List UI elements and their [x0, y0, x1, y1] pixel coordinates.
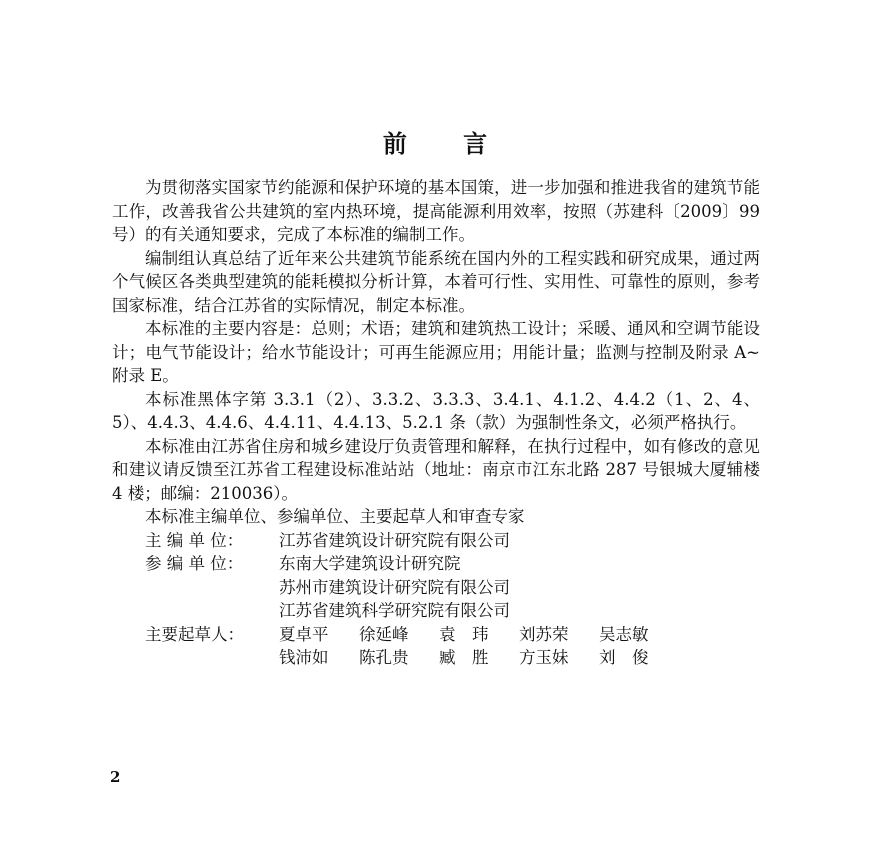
chief-unit-row — [112, 529, 760, 553]
drafters-names — [279, 623, 760, 647]
paragraph-intro: 为贯彻落实国家节约能源和保护环境的基本国策，进一步加强和推进我省的建筑节能工作，改善我省公共建筑的室内热环境，提高能源利用效率，按照（苏建科〔2009〕99 号）的有关通知要求，完成了本标准的编制工作。 — [112, 178, 760, 244]
chief-unit-value: 江苏省建筑设计研究院有限公司 — [279, 530, 510, 550]
drafter-name: 刘 俊 — [599, 648, 649, 667]
paragraph-method: 编制组认真总结了近年来公共建筑节能系统在国内外的工程实践和研究成果，通过两个气候区各类典型建筑的能耗模拟分析计算，本着可行性、实用性、可靠性的原则，参考国家标准，结合江苏省的实际情况，制定本标准。 — [112, 248, 760, 315]
drafter-name: 夏卓平 — [279, 624, 329, 644]
drafter-name: 臧 胜 — [439, 648, 489, 667]
paragraph-contents: 本标准的主要内容是：总则；术语；建筑和建筑热工设计；采暖、通风和空调节能设计；电气节能设计；给水节能设计；可再生能源应用；用能计量；监测与控制及附录 A~附录 E。 — [112, 319, 760, 385]
drafter-name: 钱沛如 — [279, 648, 329, 667]
participating-unit-row — [112, 576, 760, 600]
participating-unit-value: 江苏省建筑科学研究院有限公司 — [279, 601, 510, 620]
page-number: 2 — [110, 768, 121, 786]
participating-unit-value: 东南大学建筑设计研究院 — [279, 554, 461, 573]
paragraph-units-intro: 本标准主编单位、参编单位、主要起草人和审查专家 — [145, 507, 525, 526]
document-body — [112, 176, 760, 670]
participating-unit-label: 参 编 单 位： — [145, 554, 244, 573]
drafters-row — [112, 646, 760, 670]
drafter-name: 徐延峰 — [359, 624, 409, 644]
drafters-label: 主要起草人： — [145, 624, 244, 644]
drafter-name: 方玉妹 — [519, 648, 569, 667]
drafter-name: 刘苏荣 — [519, 624, 569, 644]
participating-unit-row — [112, 599, 760, 623]
drafters-names — [279, 646, 760, 670]
drafters-row — [112, 623, 760, 647]
page-title: 前 言 — [382, 129, 512, 158]
participating-unit-value: 苏州市建筑设计研究院有限公司 — [279, 577, 510, 597]
drafter-name: 陈孔贵 — [359, 648, 409, 667]
chief-unit-label: 主 编 单 位： — [145, 530, 244, 550]
participating-unit-row — [112, 552, 760, 576]
paragraph-management: 本标准由江苏省住房和城乡建设厅负责管理和解释，在执行过程中，如有修改的意见和建议请反馈至江苏省工程建设标准站站（地址：南京市江东北路 287 号银城大厦辅楼 4 楼；邮编：210036）。 — [112, 436, 760, 503]
drafter-name: 吴志敏 — [599, 624, 649, 644]
drafter-name: 袁 玮 — [439, 624, 489, 644]
paragraph-mandatory: 本标准黑体字第 3.3.1（2）、3.3.2、3.3.3、3.4.1、4.1.2、4.4.2（1、2、4、5）、4.4.3、4.4.6、4.4.11、4.4.13、5.2.1 条（款）为强制性条文，必须严格执行。 — [112, 389, 760, 432]
